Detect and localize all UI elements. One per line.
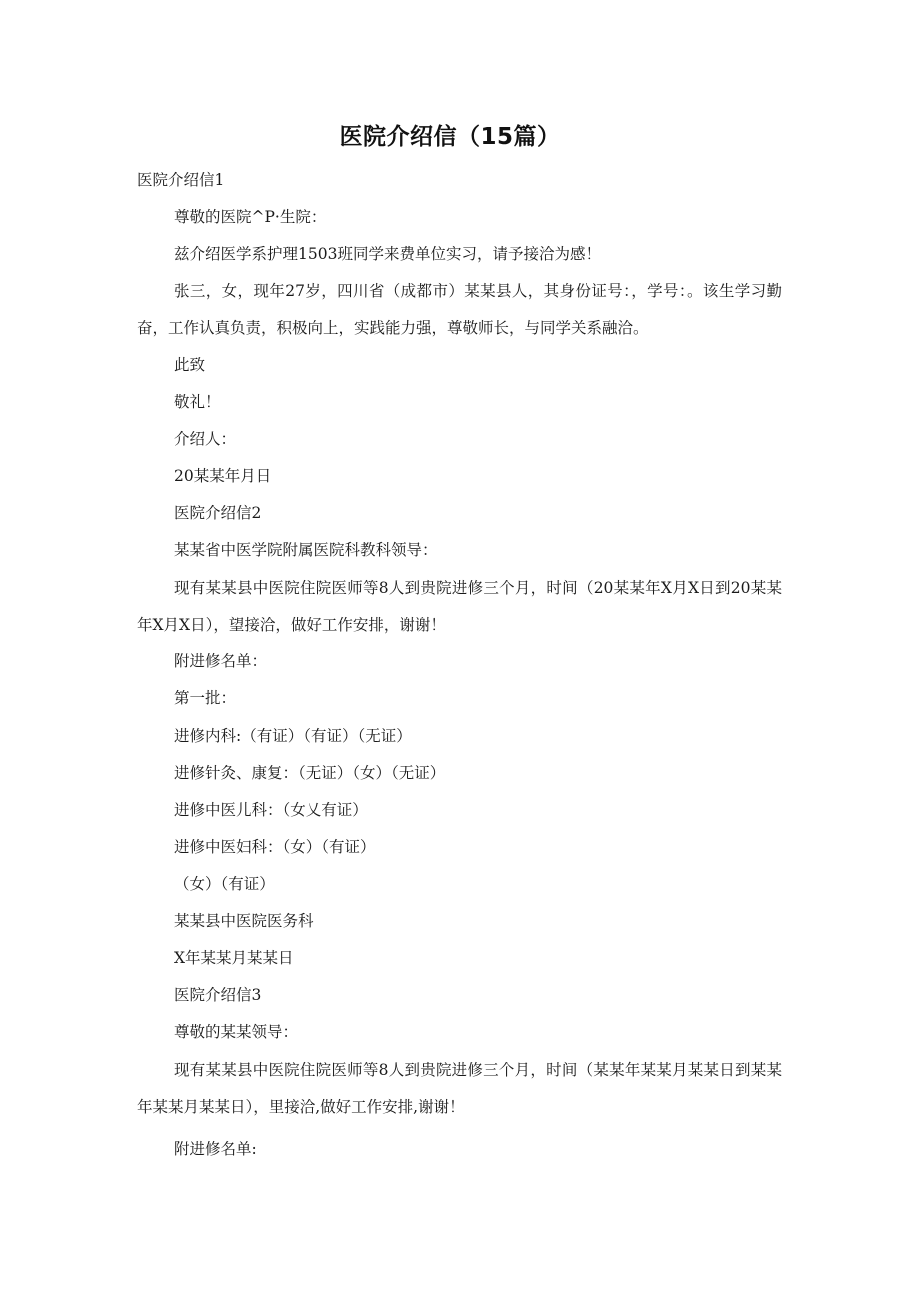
letter3-body: 现有某某县中医院住院医师等8人到贵院进修三个月，时间（某某年某某月某某日到某某年某某月某某日），里接洽,做好工作安排,谢谢！: [137, 1061, 782, 1116]
list-item: 进修内科:（有证）（有证）（无证）: [174, 727, 412, 745]
letter2-heading: 医院介绍信2: [174, 504, 262, 522]
letter2-salutation: 某某省中医学院附属医院科教科领导：: [174, 541, 438, 559]
letter1-salutation: 尊敬的医院^P·生院：: [174, 208, 327, 226]
letter1-closing1: 此致: [174, 356, 206, 374]
list-item: 进修中医儿科：（女乂有证）: [174, 801, 368, 819]
letter1-date: 20某某年月日: [174, 467, 272, 485]
letter3-list-title: 附进修名单:: [174, 1140, 257, 1158]
letter3-salutation: 尊敬的某某领导：: [174, 1023, 299, 1041]
letter1-introducer: 介绍人：: [174, 430, 237, 448]
document-title: 医院介绍信（15篇）: [339, 124, 561, 150]
letter1-closing2: 敬礼！: [174, 393, 221, 411]
letter2-batch: 第一批：: [174, 689, 237, 707]
letter1-intro: 兹介绍医学系护理1503班同学来费单位实习，请予接洽为感！: [174, 245, 601, 263]
letter2-org: 某某县中医院医务科: [174, 912, 314, 930]
letter2-list-title: 附进修名单：: [174, 652, 268, 670]
letter2-body: 现有某某县中医院住院医师等8人到贵院进修三个月，时间（20某某年X月X日到20某某年X月X日），望接洽，做好工作安排，谢谢！: [137, 579, 782, 634]
letter2-date: X年某某月某某日: [174, 949, 294, 967]
list-item: 进修针灸、康复：（无证）（女）（无证）: [174, 764, 446, 782]
letter1-heading: 医院介绍信1: [137, 171, 225, 189]
letter1-body: 张三，女，现年27岁，四川省（成都市）某某县人，其身份证号：，学号：。该生学习勤奋，工作认真负责，积极向上，实践能力强，尊敬师长，与同学关系融洽。: [137, 282, 782, 337]
letter3-heading: 医院介绍信3: [174, 986, 262, 1004]
list-item: （女）（有证）: [174, 875, 275, 893]
list-item: 进修中医妇科：（女）（有证）: [174, 838, 376, 856]
